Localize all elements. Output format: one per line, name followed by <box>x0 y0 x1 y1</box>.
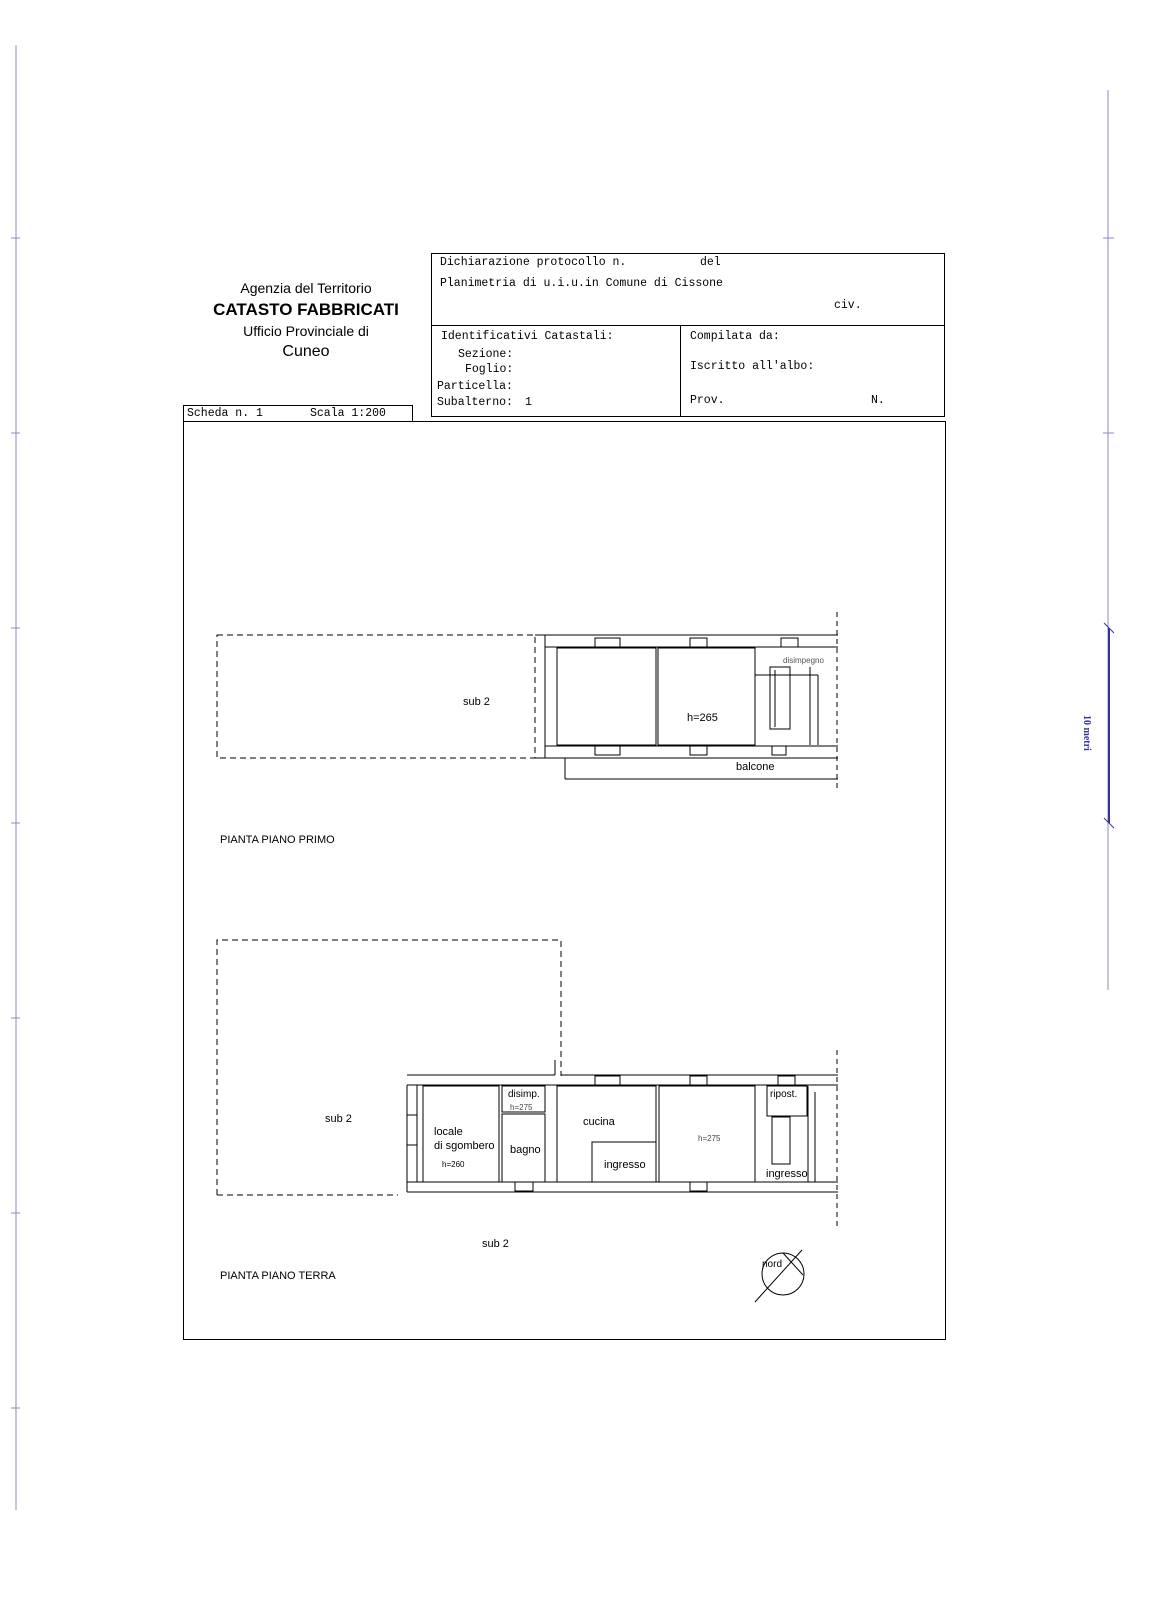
provincia-name: Cuneo <box>282 343 330 360</box>
gf-cucina-label: cucina <box>583 1116 615 1128</box>
gf-bagno-label: bagno <box>510 1144 541 1156</box>
scala-label: Scala 1:200 <box>310 407 386 420</box>
gf-ingresso-label-2: ingresso <box>766 1168 808 1180</box>
subalterno-value: 1 <box>525 396 532 409</box>
n-label: N. <box>871 394 885 407</box>
gf-locale-label-1: locale <box>434 1126 463 1138</box>
gf-disimp-height: h=275 <box>510 1103 533 1112</box>
gf-title: PIANTA PIANO TERRA <box>220 1270 336 1282</box>
del-label: del <box>700 256 721 269</box>
ff-room-1 <box>557 648 656 745</box>
subalterno-label: Subalterno: <box>437 396 513 409</box>
agency-name: Agenzia del Territorio <box>240 280 372 296</box>
compilata-label: Compilata da: <box>690 330 780 343</box>
gf-locale-label-2: di sgombero <box>434 1140 495 1152</box>
ufficio-label: Ufficio Provinciale di <box>243 323 369 339</box>
dichiarazione-label: Dichiarazione protocollo n. <box>440 256 627 269</box>
catasto-title: CATASTO FABBRICATI <box>213 300 399 319</box>
north-label: nord <box>762 1259 783 1270</box>
ff-disimpegno-label: disimpegno <box>783 656 824 665</box>
gf-room-height: h=275 <box>698 1134 721 1143</box>
gf-locale-height: h=260 <box>442 1160 465 1169</box>
gf-ripost-label: ripost. <box>770 1089 798 1100</box>
ff-title: PIANTA PIANO PRIMO <box>220 834 335 846</box>
civ-label: civ. <box>834 299 862 312</box>
gf-ingresso-label-1: ingresso <box>604 1159 646 1171</box>
ff-balcone-label: balcone <box>736 761 775 773</box>
scheda-label: Scheda n. 1 <box>187 407 263 420</box>
prov-label: Prov. <box>690 394 725 407</box>
ff-sub2-label: sub 2 <box>463 696 490 708</box>
particella-label: Particella: <box>437 380 513 393</box>
ff-height-label: h=265 <box>687 712 718 724</box>
gf-sub2-left-label: sub 2 <box>325 1113 352 1125</box>
identificativi-label: Identificativi Catastali: <box>441 330 614 343</box>
gf-stair <box>772 1117 790 1164</box>
ff-room-2 <box>658 648 755 745</box>
gf-disimp-label: disimp. <box>508 1089 540 1100</box>
ff-stair <box>770 667 790 729</box>
iscritto-label: Iscritto all'albo: <box>690 360 815 373</box>
gf-sub2-area <box>217 940 561 1195</box>
sezione-label: Sezione: <box>458 348 514 361</box>
scale-bar-label: 10 metri <box>1081 715 1092 751</box>
planimetria-label: Planimetria di u.i.u.in Comune di Cissone <box>440 277 723 290</box>
gf-sub2-bottom-label: sub 2 <box>482 1238 509 1250</box>
foglio-label: Foglio: <box>465 363 514 376</box>
